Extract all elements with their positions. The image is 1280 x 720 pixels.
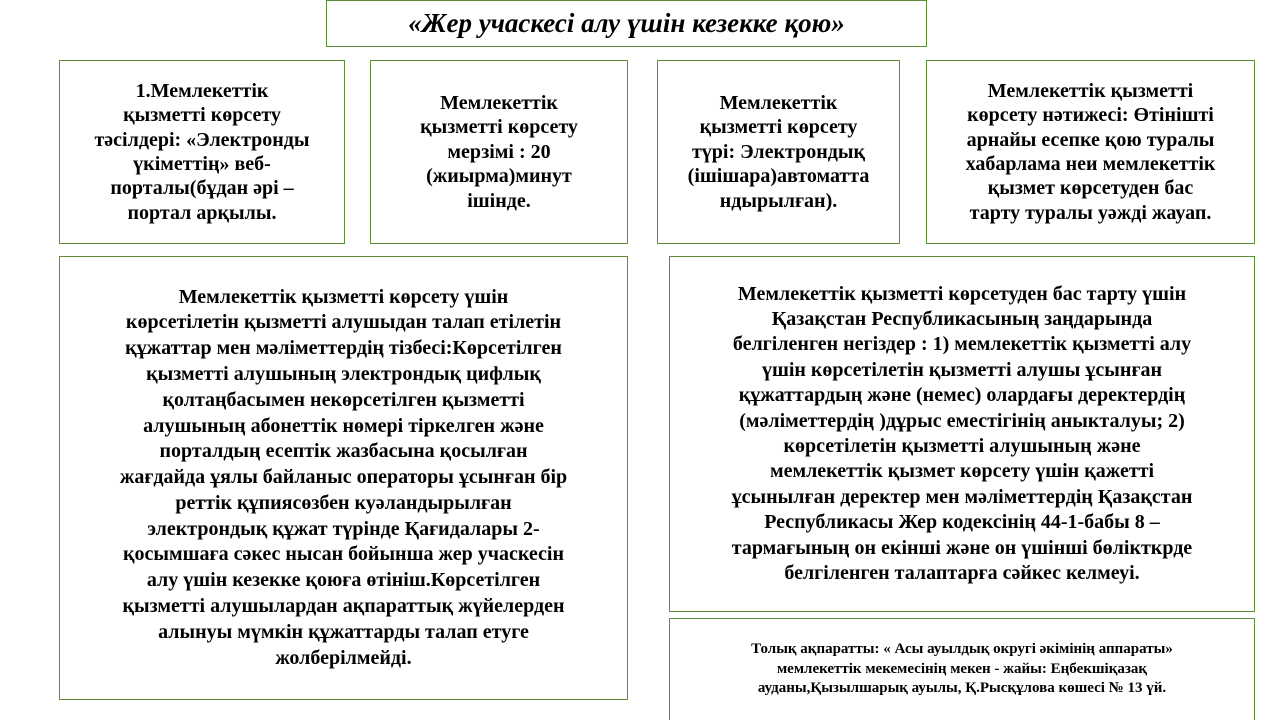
page-title-box <box>326 0 927 47</box>
contact-info-text: Толық ақпаратты: « Асы ауылдық округі әкімінің аппараты» мемлекеттік мекемесінің мекен - жайы: Еңбекшіқазақ ауданы,Қызылшарық ауылы, Қ.Рысқұлова көшесі № 13 үй. <box>751 641 1173 697</box>
service-result-box <box>926 60 1255 244</box>
service-term-box <box>370 60 628 244</box>
service-form-box <box>657 60 900 244</box>
page-title: «Жер учаскесі алу үшін кезекке қою» <box>408 7 845 38</box>
contact-info-box <box>669 618 1255 720</box>
refusal-grounds-box <box>669 256 1255 612</box>
refusal-grounds-text: Мемлекеттік қызметті көрсетуден бас тарту үшін Қазақстан Республикасының заңдарында белгіленген негіздер : 1) мемлекеттік қызметті алу үшін көрсетілетін қызметті алушы ұсынған құжаттардың және (немес) олардағы деректердің (мәліметтердің )дұрыс еместігінің аныкталуы; 2) көрсетілетін қызметті алушының және мемлекеттік қызмет көрсету үшін қажетті ұсынылған деректер мен мәліметтердің Қазақстан Республикасы Жер кодексінің 44-1-бабы 8 – тармағының он екінші және он үшінші бөлікткрде белгіленген талаптарға сәйкес келмеуі. <box>731 282 1193 584</box>
service-result-text: Мемлекеттік қызметті көрсету нәтижесі: Өтінішті арнайы есепке қою туралы хабарлама неи мемлекеттік қызмет көрсетуден бас тарту туралы уәжді жауап. <box>965 79 1216 224</box>
service-form-text: Мемлекеттік қызметті көрсету түрі: Электрондық (ішішара)автоматта ндырылған). <box>687 92 870 212</box>
required-documents-box <box>59 256 628 700</box>
service-methods-box <box>59 60 345 244</box>
service-methods-text: 1.Мемлекеттік қызметті көрсету тәсілдері: «Электронды үкіметтің» веб- порталы(бұдан әрі – портал арқылы. <box>94 79 310 224</box>
required-documents-text: Мемлекеттік қызметті көрсету үшін көрсетілетін қызметті алушыдан талап етілетін құжаттар мен мәліметтердің тізбесі:Көрсетілген қызметті алушының электрондық цифлық қолтаңбасымен некөрсетілген қызметті алушының абонеттік нөмері тіркелген және порталдың есептік жазбасына қосылған жағдайда ұялы байланыс операторы ұсынған бір реттік құпиясөзбен куәландырылған электрондық құжат түрінде Қағидалары 2- қосымшаға сәкес нысан бойынша жер учаскесін алу үшін кезекке қоюға өтініш.Көрсетілген қызметті алушылардан ақпараттық жүйелерден алынуы мүмкін құжаттарды талап етуге жолберілмейді. <box>119 285 568 669</box>
service-term-text: Мемлекеттік қызметті көрсету мерзімі : 20 (жиырма)минут ішінде. <box>420 92 578 212</box>
